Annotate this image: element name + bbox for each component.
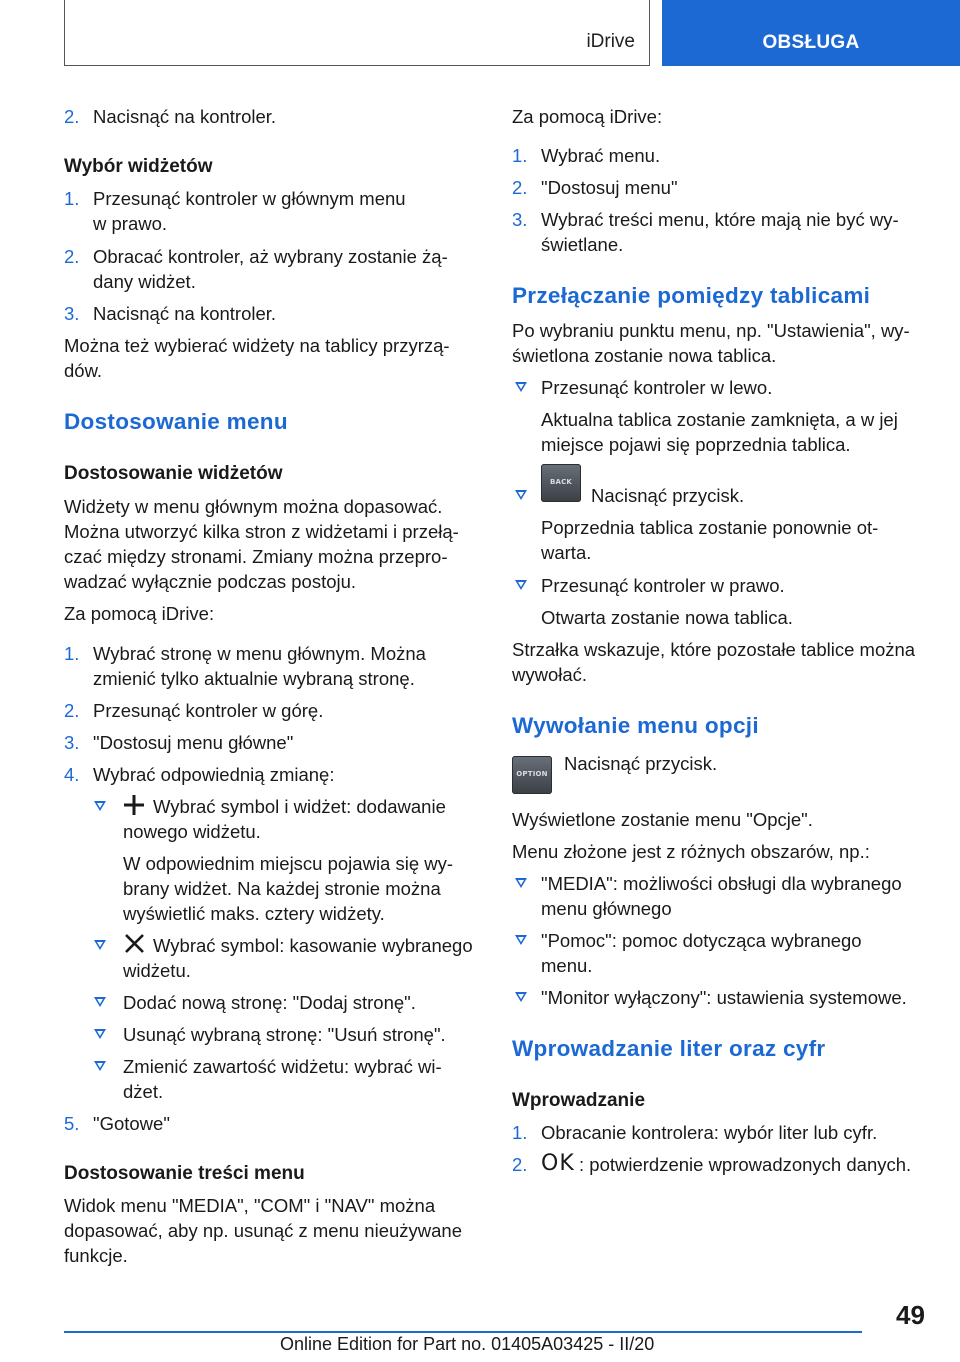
bullet-triangle-icon bbox=[94, 997, 106, 1007]
header-chapter-title: OBSŁUGA bbox=[762, 32, 860, 53]
step-number: 1. bbox=[512, 1122, 528, 1143]
bullet-text: nowego widżetu. bbox=[123, 821, 261, 842]
paragraph: Można utworzyć kilka stron z widżetami i przełą- bbox=[64, 521, 459, 542]
paragraph: Menu złożone jest z różnych obszarów, np.: bbox=[512, 841, 870, 862]
plus-icon bbox=[123, 794, 145, 816]
option-button-icon bbox=[512, 756, 552, 794]
bullet-triangle-icon bbox=[515, 992, 527, 1002]
paragraph: dopasować, aby np. usunąć z menu nieużywane bbox=[64, 1220, 463, 1241]
heading-options-menu: Wywołanie menu opcji bbox=[512, 713, 759, 738]
bullet-text: miejsce pojawi się poprzednia tablica. bbox=[541, 434, 851, 455]
header-section-box bbox=[64, 0, 650, 66]
step-text: świetlane. bbox=[541, 234, 624, 255]
step-text: Wybrać treści menu, które mają nie być wy- bbox=[541, 209, 899, 230]
step-number: 3. bbox=[64, 732, 80, 753]
bullet-text: Dodać nową stronę: "Dodaj stronę". bbox=[123, 992, 416, 1013]
bullet-text: Przesunąć kontroler w lewo. bbox=[541, 377, 773, 398]
header-section-title: iDrive bbox=[586, 31, 635, 52]
paragraph: Widżety w menu głównym można dopasować. bbox=[64, 496, 443, 517]
heading-input: Wprowadzanie bbox=[512, 1090, 646, 1111]
step-number: 2. bbox=[64, 246, 80, 267]
step-number: 2. bbox=[512, 177, 528, 198]
step-text: zmienić tylko aktualnie wybraną stronę. bbox=[93, 668, 415, 689]
bullet-triangle-icon bbox=[515, 580, 527, 590]
paragraph: wywołać. bbox=[512, 664, 588, 685]
back-button-icon bbox=[541, 464, 581, 502]
heading-customize-widgets: Dostosowanie widżetów bbox=[64, 463, 283, 484]
bullet-text: Nacisnąć przycisk. bbox=[591, 485, 745, 506]
heading-switch-panels: Przełączanie pomiędzy tablicami bbox=[512, 283, 871, 308]
heading-customize-menu-content: Dostosowanie treści menu bbox=[64, 1163, 305, 1184]
bullet-triangle-icon bbox=[94, 1061, 106, 1071]
bullet-text: widżetu. bbox=[123, 960, 191, 981]
heading-letters-digits: Wprowadzanie liter oraz cyfr bbox=[512, 1036, 826, 1061]
bullet-text: brany widżet. Na każdej stronie można bbox=[123, 878, 441, 899]
bullet-text: "Monitor wyłączony": ustawienia systemowe. bbox=[541, 987, 907, 1008]
back-button-label: BACK bbox=[549, 478, 573, 486]
footer-edition: Online Edition for Part no. 01405A03425 - II/20 bbox=[280, 1334, 655, 1354]
ok-icon: OK bbox=[541, 1151, 575, 1176]
paragraph: Wyświetlone zostanie menu "Opcje". bbox=[512, 809, 813, 830]
bullet-text: warta. bbox=[541, 542, 592, 563]
step-number: 2. bbox=[512, 1154, 528, 1175]
paragraph: funkcje. bbox=[64, 1245, 128, 1266]
paragraph: dów. bbox=[64, 360, 103, 381]
header-chapter-tab bbox=[662, 0, 960, 66]
step-text: Nacisnąć na kontroler. bbox=[93, 106, 277, 127]
step-number: 1. bbox=[512, 145, 528, 166]
paragraph: Widok menu "MEDIA", "COM" i "NAV" można bbox=[64, 1195, 436, 1216]
paragraph: Za pomocą iDrive: bbox=[512, 106, 663, 127]
bullet-text: menu głównego bbox=[541, 898, 672, 919]
step-number: 1. bbox=[64, 188, 80, 209]
bullet-triangle-icon bbox=[515, 935, 527, 945]
paragraph: Za pomocą iDrive: bbox=[64, 603, 215, 624]
heading-widget-selection: Wybór widżetów bbox=[64, 156, 213, 177]
bullet-text: dżet. bbox=[123, 1081, 164, 1102]
step-text: Przesunąć kontroler w głównym menu bbox=[93, 188, 406, 209]
paragraph: Po wybraniu punktu menu, np. "Ustawienia", wy- bbox=[512, 320, 910, 341]
close-icon bbox=[124, 933, 145, 954]
bullet-text: Usunąć wybraną stronę: "Usuń stronę". bbox=[123, 1024, 446, 1045]
paragraph: czać między stronami. Zmiany można przepro- bbox=[64, 546, 448, 567]
footer-divider bbox=[64, 1331, 862, 1333]
step-number: 5. bbox=[64, 1113, 80, 1134]
step-text: Obracanie kontrolera: wybór liter lub cyfr. bbox=[541, 1122, 878, 1143]
bullet-text: W odpowiednim miejscu pojawia się wy- bbox=[123, 853, 454, 874]
step-number: 4. bbox=[64, 764, 80, 785]
paragraph: Strzałka wskazuje, które pozostałe tablice można bbox=[512, 639, 916, 660]
bullet-text: Przesunąć kontroler w prawo. bbox=[541, 575, 785, 596]
bullet-text: Wybrać symbol: kasowanie wybranego bbox=[153, 935, 473, 956]
bullet-text: wyświetlić maks. cztery widżety. bbox=[123, 903, 385, 924]
bullet-triangle-icon bbox=[94, 1029, 106, 1039]
bullet-text: Poprzednia tablica zostanie ponownie ot- bbox=[541, 517, 879, 538]
step-text: : potwierdzenie wprowadzonych danych. bbox=[579, 1154, 912, 1175]
bullet-triangle-icon bbox=[515, 490, 527, 500]
paragraph: Nacisnąć przycisk. bbox=[564, 753, 718, 774]
bullet-text: Otwarta zostanie nowa tablica. bbox=[541, 607, 793, 628]
step-text: "Dostosuj menu główne" bbox=[93, 732, 294, 753]
paragraph: wadzać wyłącznie podczas postoju. bbox=[64, 571, 357, 592]
bullet-triangle-icon bbox=[94, 940, 106, 950]
heading-customize-menu: Dostosowanie menu bbox=[64, 409, 288, 434]
step-text: Obracać kontroler, aż wybrany zostanie żą- bbox=[93, 246, 448, 267]
step-number: 1. bbox=[64, 643, 80, 664]
bullet-text: Aktualna tablica zostanie zamknięta, a w jej bbox=[541, 409, 898, 430]
step-text: Nacisnąć na kontroler. bbox=[93, 303, 277, 324]
option-button-label: OPTION bbox=[516, 770, 548, 778]
step-text: Wybrać stronę w menu głównym. Można bbox=[93, 643, 426, 664]
bullet-text: "Pomoc": pomoc dotycząca wybranego bbox=[541, 930, 862, 951]
step-text: w prawo. bbox=[93, 213, 168, 234]
bullet-text: "MEDIA": możliwości obsługi dla wybranego bbox=[541, 873, 902, 894]
step-number: 2. bbox=[64, 106, 80, 127]
step-text: "Dostosuj menu" bbox=[541, 177, 678, 198]
step-text: Wybrać odpowiednią zmianę: bbox=[93, 764, 335, 785]
step-text: dany widżet. bbox=[93, 271, 196, 292]
step-text: "Gotowe" bbox=[93, 1113, 170, 1134]
step-number: 3. bbox=[512, 209, 528, 230]
page-number: 49 bbox=[896, 1300, 925, 1330]
step-text: Wybrać menu. bbox=[541, 145, 661, 166]
bullet-text: menu. bbox=[541, 955, 593, 976]
step-number: 2. bbox=[64, 700, 80, 721]
step-text: Przesunąć kontroler w górę. bbox=[93, 700, 324, 721]
bullet-triangle-icon bbox=[515, 878, 527, 888]
bullet-triangle-icon bbox=[94, 801, 106, 811]
step-number: 3. bbox=[64, 303, 80, 324]
paragraph: świetlona zostanie nowa tablica. bbox=[512, 345, 777, 366]
bullet-text: Zmienić zawartość widżetu: wybrać wi- bbox=[123, 1056, 442, 1077]
bullet-triangle-icon bbox=[515, 382, 527, 392]
bullet-text: Wybrać symbol i widżet: dodawanie bbox=[153, 796, 446, 817]
paragraph: Można też wybierać widżety na tablicy przyrzą- bbox=[64, 335, 450, 356]
